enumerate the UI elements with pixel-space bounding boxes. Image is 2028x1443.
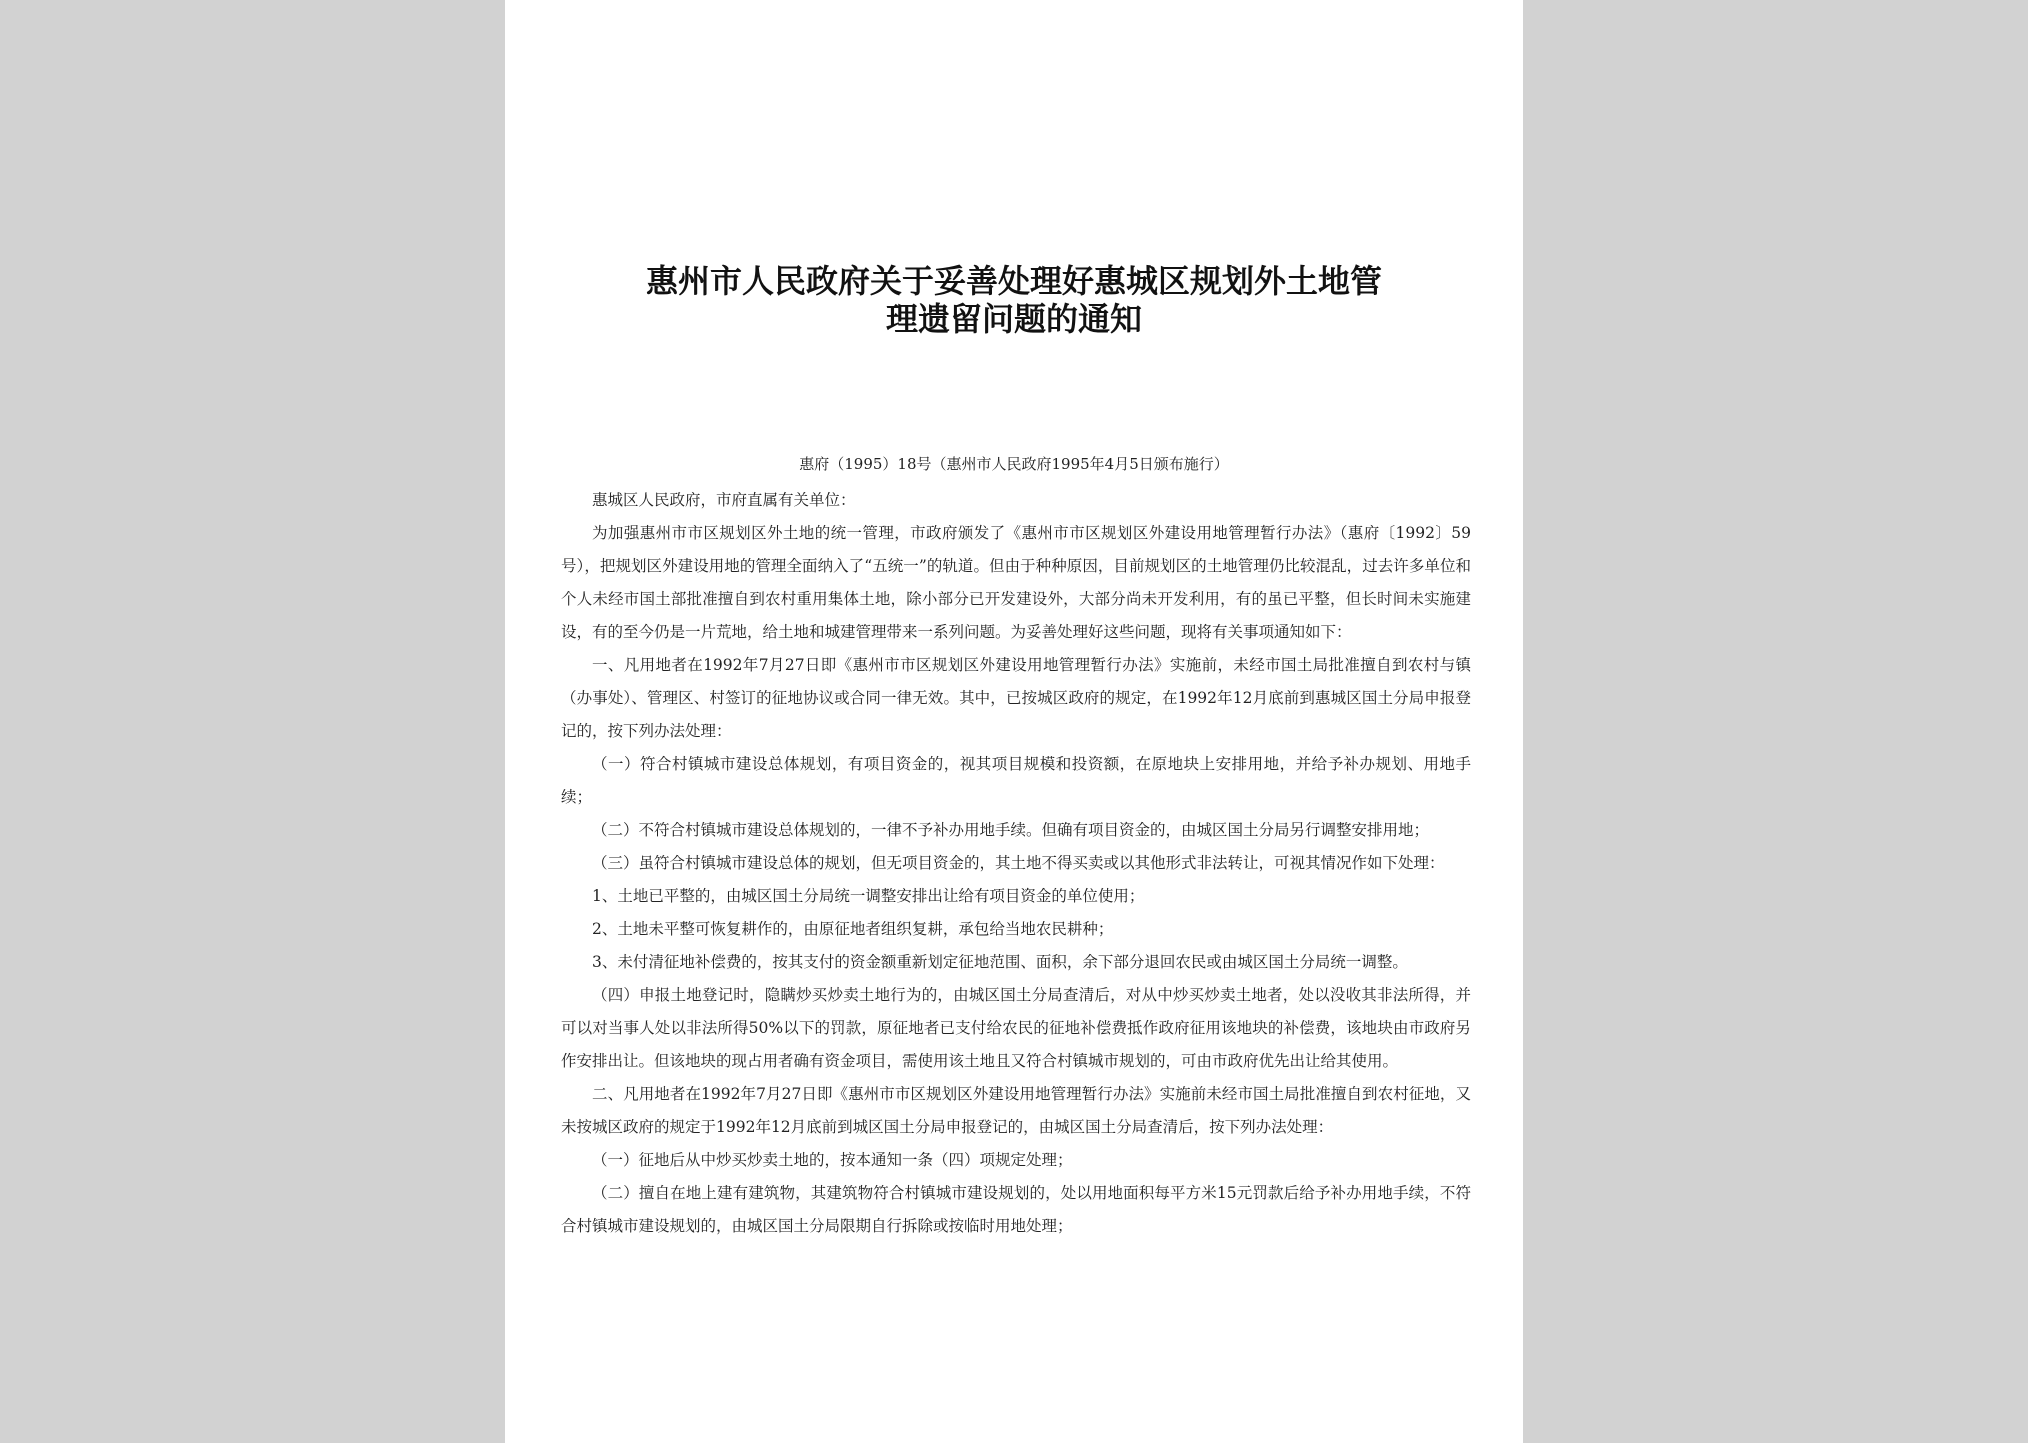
document-page xyxy=(505,0,1523,1443)
paragraph-item-1-2: （二）不符合村镇城市建设总体规划的，一律不予补办用地手续。但确有项目资金的，由城区国土分局另行调整安排用地； xyxy=(592,821,1430,839)
paragraph-item-1-4: （四）申报土地登记时，隐瞒炒买炒卖土地行为的，由城区国土分局查清后，对从中炒买炒卖土地者，处以没收其非法所得，并可以对当事人处以非法所得50%以下的罚款，原征地者已支付给农民的征地补偿费抵作政府征用该地块的补偿费，该地块由市政府另作安排出让。但该地块的现占用者确有资金项目，需使用该土地且又符合村镇城市规划的，可由市政府优先出让给其使用。 xyxy=(561,986,1471,1070)
paragraph-section-1: 一、凡用地者在1992年7月27日即《惠州市市区规划区外建设用地管理暂行办法》实施前，未经市国土局批准擅自到农村与镇（办事处）、管理区、村签订的征地协议或合同一律无效。其中，已按城区政府的规定，在1992年12月底前到惠城区国土分局申报登记的，按下列办法处理： xyxy=(561,656,1471,740)
paragraph-item-1-1: （一）符合村镇城市建设总体规划，有项目资金的，视其项目规模和投资额，在原地块上安排用地，并给予补办规划、用地手续； xyxy=(561,755,1471,806)
document-number: 惠府（1995）18号（惠州市人民政府1995年4月5日颁布施行） xyxy=(799,455,1229,473)
paragraph-subitem-1: 1、土地已平整的，由城区国土分局统一调整安排出让给有项目资金的单位使用； xyxy=(592,887,1145,905)
paragraph-subitem-3: 3、未付清征地补偿费的，按其支付的资金额重新划定征地范围、面积，余下部分退回农民或由城区国土分局统一调整。 xyxy=(592,953,1408,971)
paragraph-item-2-1: （一）征地后从中炒买炒卖土地的，按本通知一条（四）项规定处理； xyxy=(592,1151,1073,1169)
paragraph-item-2-2: （二）擅自在地上建有建筑物，其建筑物符合村镇城市建设规划的，处以用地面积每平方米15元罚款后给予补办用地手续，不符合村镇城市建设规划的，由城区国土分局限期自行拆除或按临时用地处理； xyxy=(561,1184,1471,1235)
document-title xyxy=(505,262,1523,338)
paragraph-section-2: 二、凡用地者在1992年7月27日即《惠州市市区规划区外建设用地管理暂行办法》实施前未经市国土局批准擅自到农村征地，又未按城区政府的规定于1992年12月底前到城区国土分局申报登记的，由城区国土分局查清后，按下列办法处理： xyxy=(561,1085,1471,1136)
document-body xyxy=(561,484,1471,1243)
title-line-2: 理遗留问题的通知 xyxy=(885,300,1142,338)
paragraph-intro: 为加强惠州市市区规划区外土地的统一管理，市政府颁发了《惠州市市区规划区外建设用地管理暂行办法》（惠府〔1992〕59号），把规划区外建设用地的管理全面纳入了“五统一”的轨道。但由于种种原因，目前规划区的土地管理仍比较混乱，过去许多单位和个人未经市国土部批准擅自到农村重用集体土地，除小部分已开发建设外，大部分尚未开发利用，有的虽已平整，但长时间未实施建设，有的至今仍是一片荒地，给土地和城建管理带来一系列问题。为妥善处理好这些问题，现将有关事项通知如下： xyxy=(561,524,1471,641)
paragraph-subitem-2: 2、土地未平整可恢复耕作的，由原征地者组织复耕，承包给当地农民耕种； xyxy=(592,920,1114,938)
paragraph-item-1-3: （三）虽符合村镇城市建设总体的规划，但无项目资金的，其土地不得买卖或以其他形式非法转让，可视其情况作如下处理： xyxy=(592,854,1445,872)
addressee: 惠城区人民政府，市府直属有关单位： xyxy=(592,491,856,509)
title-line-1: 惠州市人民政府关于妥善处理好惠城区规划外土地管 xyxy=(645,262,1382,300)
